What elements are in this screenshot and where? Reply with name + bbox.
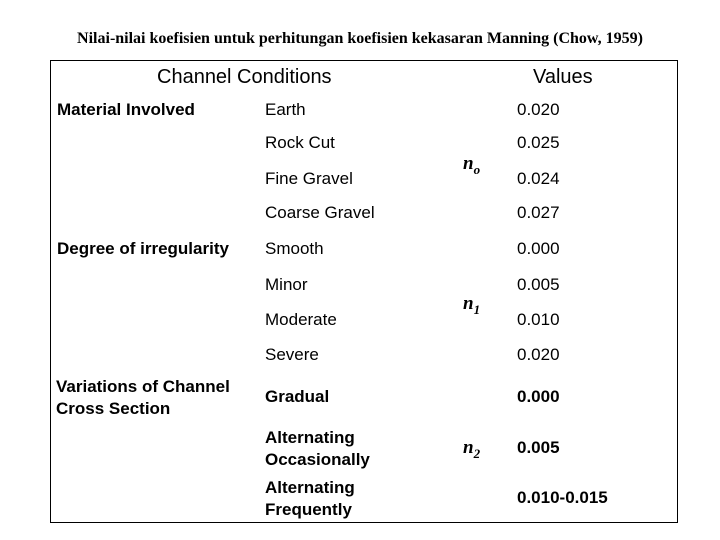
- condition-gradual: Gradual: [265, 387, 330, 406]
- value-moderate: 0.010: [517, 310, 560, 329]
- category-variations-cross-section: Variations of Channel Cross Section: [56, 377, 230, 418]
- condition-alternating-occasionally: Alternating Occasionally: [265, 428, 370, 469]
- symbol-n1: $n_1$: [463, 293, 481, 317]
- value-alternating-occasionally: 0.005: [517, 438, 560, 457]
- condition-fine-gravel: Fine Gravel: [265, 169, 353, 188]
- value-fine-gravel: 0.024: [517, 169, 560, 188]
- value-severe: 0.020: [517, 345, 560, 364]
- value-gradual: 0.000: [517, 387, 560, 406]
- condition-smooth: Smooth: [265, 239, 324, 258]
- value-minor: 0.005: [517, 275, 560, 294]
- header-channel-conditions: Channel Conditions: [157, 66, 332, 88]
- condition-minor: Minor: [265, 275, 308, 294]
- value-alternating-frequently: 0.010-0.015: [517, 488, 608, 507]
- value-smooth: 0.000: [517, 239, 560, 258]
- condition-alternating-frequently: Alternating Frequently: [265, 478, 355, 519]
- condition-severe: Severe: [265, 345, 319, 364]
- category-material-involved: Material Involved: [57, 100, 195, 119]
- condition-earth: Earth: [265, 100, 306, 119]
- symbol-n0: $n_o$: [463, 153, 481, 177]
- header-values: Values: [533, 66, 593, 88]
- page-title: Nilai-nilai koefisien untuk perhitungan koefisien kekasaran Manning (Chow, 1959): [77, 30, 643, 47]
- condition-coarse-gravel: Coarse Gravel: [265, 203, 375, 222]
- value-rock-cut: 0.025: [517, 133, 560, 152]
- condition-rock-cut: Rock Cut: [265, 133, 335, 152]
- symbol-n2: $n_2$: [463, 437, 481, 461]
- condition-moderate: Moderate: [265, 310, 337, 329]
- value-coarse-gravel: 0.027: [517, 203, 560, 222]
- value-earth: 0.020: [517, 100, 560, 119]
- category-degree-of-irregularity: Degree of irregularity: [57, 239, 229, 258]
